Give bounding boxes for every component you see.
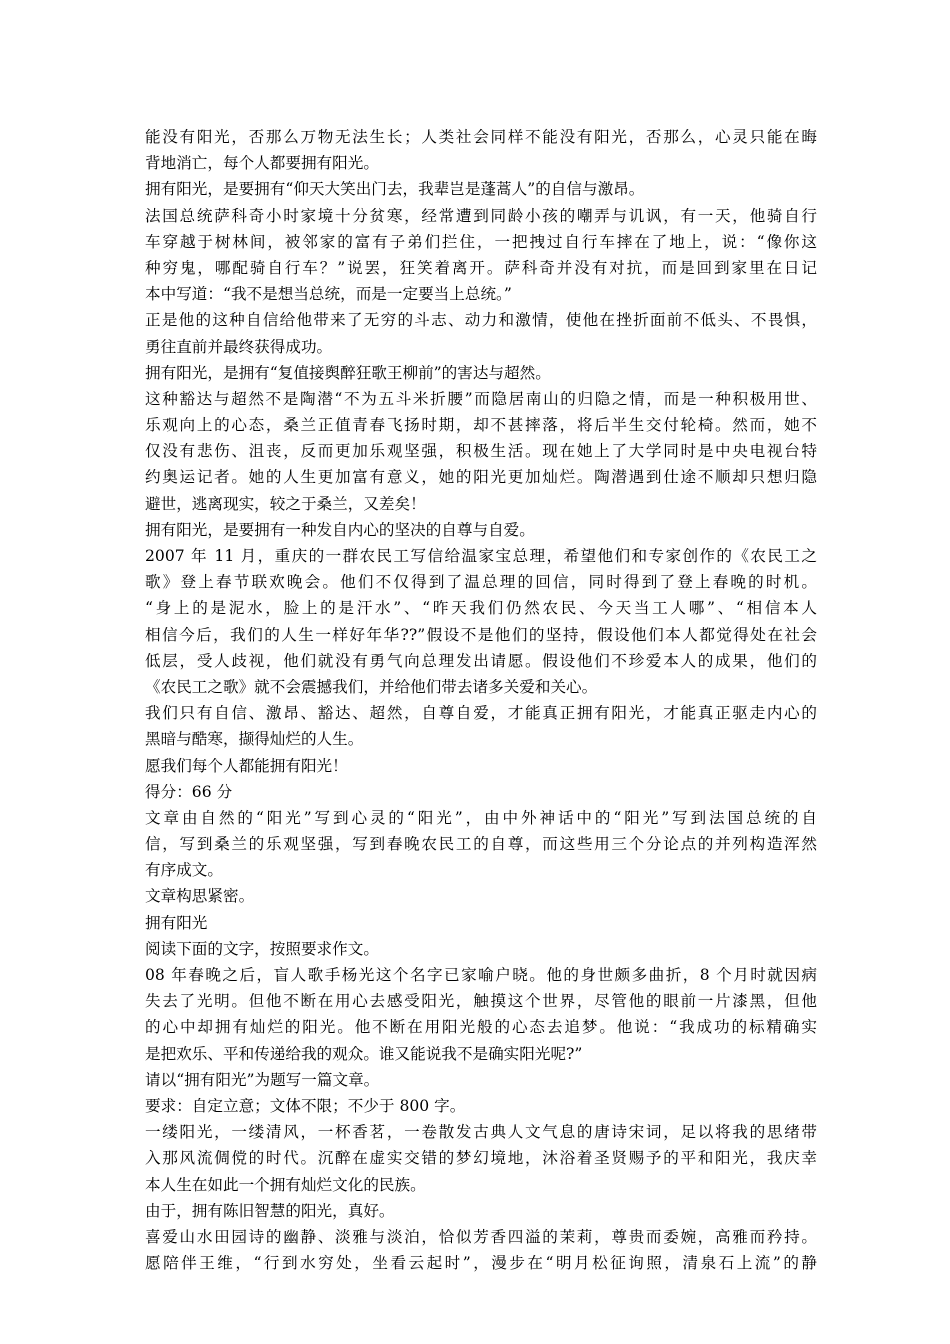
text-line: 本中写道：“我不是想当总统，而是一定要当上总统。” (145, 285, 512, 304)
text-line: 车穿越于树林间，被邻家的富有子弟们拦住，一把拽过自行车摔在了地上，说：“像你这 (145, 232, 817, 251)
text-line: 相信今后，我们的人生一样好年华??”假设不是他们的坚持，假设他们本人都觉得处在社会 (145, 625, 817, 644)
text-line: 黑暗与酷寒，撷得灿烂的人生。 (145, 730, 364, 749)
text-line: 得分：66 分 (145, 782, 233, 801)
text-line: 入那风流倜傥的时代。沉醉在虚实交错的梦幻境地，沐浴着圣贤赐予的平和阳光，我庆幸 (145, 1149, 817, 1168)
text-line: 一缕阳光，一缕清风，一杯香茗，一卷散发古典人文气息的唐诗宋词，足以将我的思绪带 (145, 1123, 817, 1142)
text-line: “身上的是泥水，脸上的是汗水”、“昨天我们仍然农民、今天当工人哪”、“相信本人 (145, 599, 817, 618)
text-line: 能没有阳光，否那么万物无法生长；人类社会同样不能没有阳光，否那么，心灵只能在晦 (145, 128, 817, 146)
text-line: 愿陪伴王维，“行到水穷处，坐看云起时”，漫步在“明月松征询照，清泉石上流”的静 (145, 1254, 817, 1273)
text-line: 《农民工之歌》就不会震撼我们，并给他们带去诸多关爱和关心。 (145, 677, 598, 696)
text-line: 我们只有自信、激昂、豁达、超然，自尊自爱，才能真正拥有阳光，才能真正驱走内心的 (145, 704, 817, 723)
text-line: 的心中却拥有灿烂的阳光。他不断在用阳光般的心态去追梦。他说：“我成功的标精确实 (145, 1018, 817, 1037)
text-line: 拥有阳光，是要拥有一种发自内心的坚决的自尊与自爱。 (145, 520, 535, 539)
text-line: 仅没有悲伤、沮丧，反而更加乐观坚强，积极生活。现在她上了大学同时是中央电视台特 (145, 442, 817, 461)
text-line: 拥有阳光，是拥有“复值接舆醉狂歌王柳前”的害达与超然。 (145, 363, 551, 382)
text-line: 由于，拥有陈旧智慧的阳光，真好。 (145, 1201, 395, 1220)
text-line: 正是他的这种自信给他带来了无穷的斗志、动力和激情，使他在挫折面前不低头、不畏惧， (145, 311, 817, 330)
text-line: 勇往直前并最终获得成功。 (145, 337, 333, 356)
text-line: 拥有阳光 (145, 913, 208, 932)
text-line: 低层，受人歧视，他们就没有勇气向总理发出请愿。假设他们不珍爱本人的成果，他们的 (145, 651, 817, 670)
text-line: 拥有阳光，是要拥有“仰天大笑出门去，我辈岂是蓬蒿人”的自信与激昂。 (145, 180, 645, 199)
text-line: 要求：自定立意；文体不限；不少于 800 字。 (145, 1096, 466, 1115)
text-line: 2007 年 11 月，重庆的一群农民工写信给温家宝总理，希望他们和专家创作的《农民工之 (145, 547, 817, 565)
text-line: 文章由自然的“阳光”写到心灵的“阳光”，由中外神话中的“阳光”写到法国总统的自 (145, 808, 817, 827)
text-line: 本人生在如此一个拥有灿烂文化的民族。 (145, 1175, 426, 1194)
text-line: 种穷鬼，哪配骑自行车？”说罢，狂笑着离开。萨科奇并没有对抗，而是回到家里在日记 (145, 258, 817, 277)
text-line: 信，写到桑兰的乐观坚强，写到春晚农民工的自尊，而这些用三个分论点的并列构造浑然 (145, 835, 817, 854)
text-line: 这种豁达与超然不是陶潜“不为五斗米折腰”而隐居南山的归隐之情，而是一种积极用世、 (145, 389, 817, 408)
text-line: 喜爱山水田园诗的幽静、淡雅与淡泊，恰似芳香四溢的茉莉，尊贵而委婉，高雅而矜持。 (145, 1227, 817, 1246)
text-line: 是把欢乐、平和传递给我的观众。谁又能说我不是确实阳光呢?” (145, 1044, 583, 1063)
text-line: 阅读下面的文字，按照要求作文。 (145, 939, 379, 958)
text-line: 愿我们每个人都能拥有阳光！ (145, 756, 348, 775)
text-line: 失去了光明。但他不断在用心去感受阳光，触摸这个世界，尽管他的眼前一片漆黑，但他 (145, 992, 817, 1011)
text-line: 08 年春晚之后，盲人歌手杨光这个名字已家喻户晓。他的身世颇多曲折，8 个月时就因病 (145, 966, 817, 984)
text-line: 歌》登上春节联欢晚会。他们不仅得到了温总理的回信，同时得到了登上春晚的时机。 (145, 573, 817, 592)
text-line: 约奥运记者。她的人生更加富有意义，她的阳光更加灿烂。陶潜遇到仕途不顺却只想归隐 (145, 468, 817, 487)
text-line: 避世，逃离现实，较之于桑兰，又差矣！ (145, 494, 426, 513)
text-line: 背地消亡，每个人都要拥有阳光。 (145, 154, 379, 173)
text-line: 文章构思紧密。 (145, 887, 255, 906)
text-line: 乐观向上的心态，桑兰正值青春飞扬时期，却不甚摔落，将后半生交付轮椅。然而，她不 (145, 416, 817, 435)
text-line: 有序成文。 (145, 861, 223, 880)
text-line: 请以“拥有阳光”为题写一篇文章。 (145, 1070, 380, 1089)
text-line: 法国总统萨科奇小时家境十分贫寒，经常遭到同龄小孩的嘲弄与讥讽，有一天，他骑自行 (145, 206, 817, 225)
document-page (145, 124, 817, 1276)
